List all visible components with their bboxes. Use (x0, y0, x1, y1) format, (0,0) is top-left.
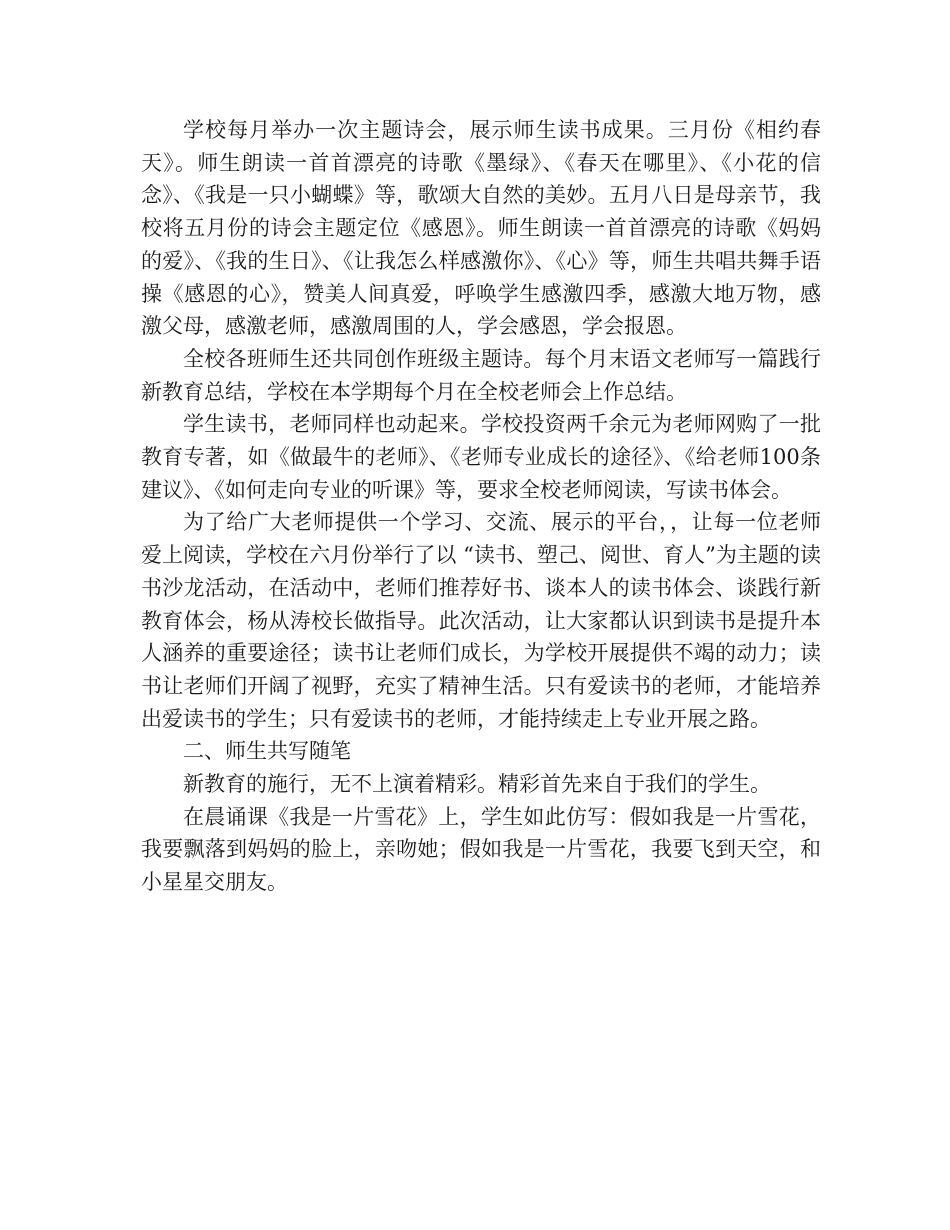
paragraph-teacher-reading: 学生读书，老师同样也动起来。学校投资两千余元为老师网购了一批教育专著，如《做最牛的老师》、《老师专业成长的途径》、《给老师100条建议》、《如何走向专业的听课》等，要求全校老师阅读，写读书体会。 (141, 412, 821, 502)
paragraph-class-poems: 全校各班师生还共同创作班级主题诗。每个月末语文老师写一篇践行新教育总结，学校在本学期每个月在全校老师会上作总结。 (141, 346, 821, 404)
paragraph-poetry-meetings: 学校每月举办一次主题诗会，展示师生读书成果。三月份《相约春天》。师生朗读一首首漂亮的诗歌《墨绿》、《春天在哪里》、《小花的信念》、《我是一只小蝴蝶》等，歌颂大自然的美妙。五月八日是母亲节，我校将五月份的诗会主题定位《感恩》。师生朗读一首首漂亮的诗歌《妈妈的爱》、《我的生日》、《让我怎么样感激你》、《心》等，师生共唱共舞手语操《感恩的心》，赞美人间真爱，呼唤学生感激四季，感激大地万物，感激父母，感激老师，感激周围的人，学会感恩，学会报恩。 (141, 118, 821, 339)
paragraph-reading-salon: 为了给广大老师提供一个学习、交流、展示的平台，，让每一位老师爱上阅读，学校在六月份举行了以 “读书、塑己、阅世、育人”为主题的读书沙龙活动，在活动中，老师们推荐好书、谈本人的读书体会、谈践行新教育体会，杨从涛校长做指导。此次活动，让大家都认识到读书是提升本人涵养的重要途径；读书让老师们成长，为学校开展提供不竭的动力；读书让老师们开阔了视野，充实了精神生活。只有爱读书的老师，才能培养出爱读书的学生；只有爱读书的老师，才能持续走上专业开展之路。 (141, 510, 821, 731)
section-heading: 二、师生共写随笔 (183, 739, 351, 764)
paragraph-snowflake-lesson: 在晨诵课《我是一片雪花》上，学生如此仿写：假如我是一片雪花，我要飘落到妈妈的脸上，亲吻她；假如我是一片雪花，我要飞到天空，和小星星交朋友。 (141, 804, 821, 895)
paragraph-new-education: 新教育的施行，无不上演着精彩。精彩首先来自于我们的学生。 (183, 772, 771, 797)
document-page (141, 114, 821, 899)
